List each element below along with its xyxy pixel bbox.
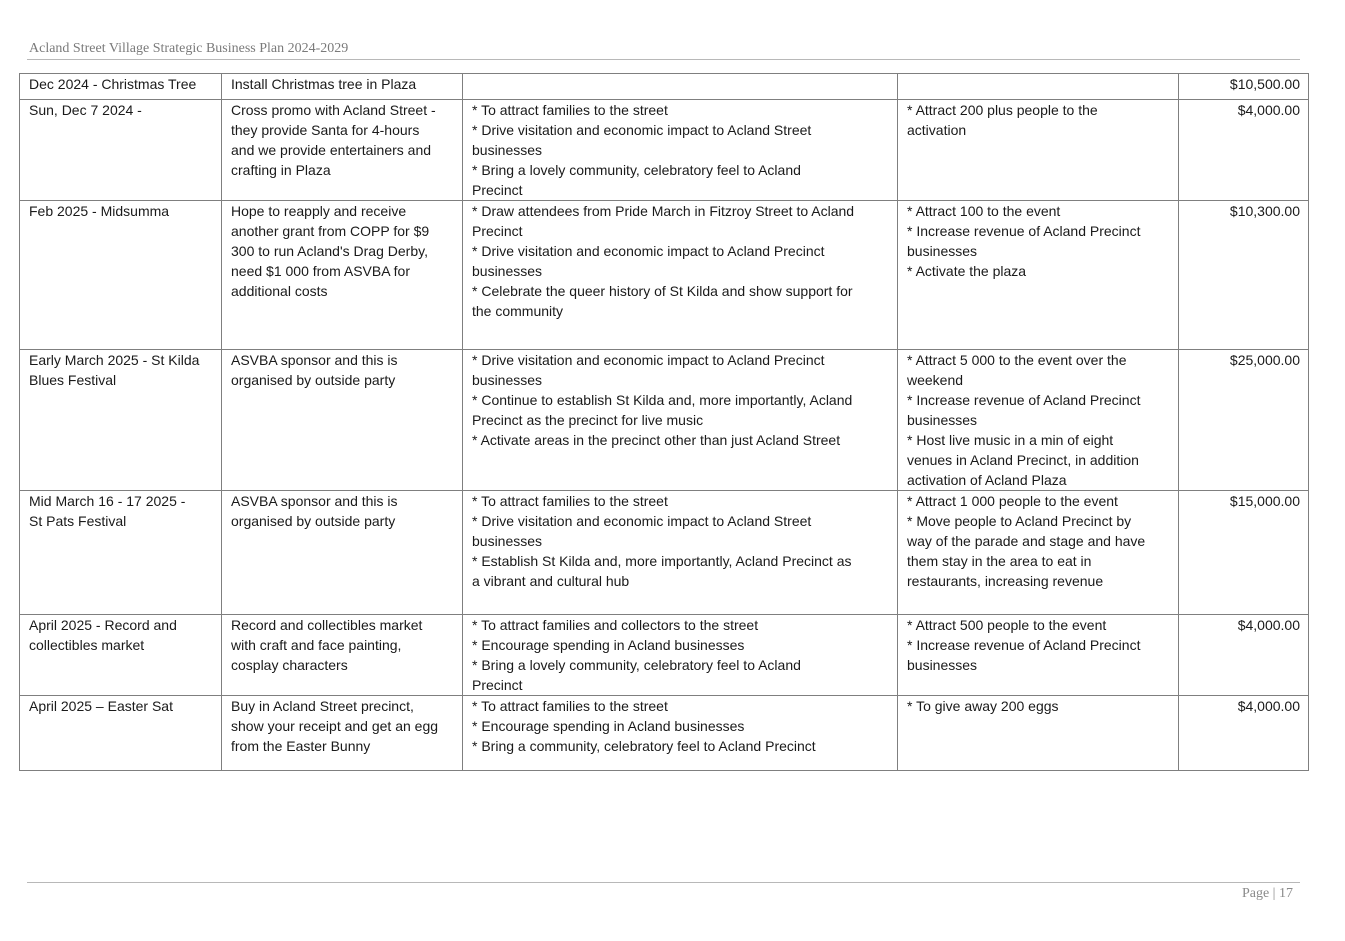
description-text-line: show your receipt and get an egg [231, 718, 439, 734]
objectives-text-line: businesses [472, 372, 543, 388]
table-row [20, 491, 1309, 615]
kpi-text-line: * Increase revenue of Acland Precinct [907, 637, 1141, 653]
budget-amount: $4,000.00 [1237, 102, 1300, 118]
budget-cell [1179, 615, 1309, 696]
budget-cell [1179, 74, 1309, 100]
description-text-line: with craft and face painting, [231, 637, 402, 653]
event-text-line: Feb 2025 - Midsumma [29, 203, 170, 219]
objectives-text-line: * Bring a lovely community, celebratory feel to Acland [472, 657, 801, 673]
budget-amount: $10,300.00 [1229, 203, 1300, 219]
kpi-text-line: * Move people to Acland Precinct by [907, 513, 1132, 529]
objectives-text-line: Precinct [472, 182, 523, 198]
objectives-text-line: * Drive visitation and economic impact to Acland Street [472, 122, 812, 138]
event-text-line: Sun, Dec 7 2024 - [29, 102, 142, 118]
kpi-text-line: * Host live music in a min of eight [907, 432, 1114, 448]
table-row [20, 201, 1309, 350]
event-cell [20, 615, 222, 696]
budget-amount: $10,500.00 [1229, 76, 1300, 92]
objectives-text-line: * Establish St Kilda and, more importantly, Acland Precinct as [472, 553, 852, 569]
kpi-text-line: * To give away 200 eggs [907, 698, 1059, 714]
objectives-text-line: * To attract families to the street [472, 493, 668, 509]
objectives-text-line: * Activate areas in the precinct other than just Acland Street [472, 432, 841, 448]
event-text-line: St Pats Festival [29, 513, 127, 529]
table-row [20, 350, 1309, 491]
page-number: Page | 17 [1241, 886, 1293, 901]
objectives-cell [463, 100, 898, 201]
budget-cell [1179, 491, 1309, 615]
objectives-text-line: * To attract families to the street [472, 698, 668, 714]
header-divider [27, 59, 1300, 60]
kpi-text-line: * Attract 1 000 people to the event [907, 493, 1118, 509]
document-header-title: Acland Street Village Strategic Business Plan 2024-2029 [29, 41, 349, 56]
objectives-cell [463, 491, 898, 615]
description-text-line: additional costs [231, 283, 328, 299]
description-text-line: and we provide entertainers and [231, 142, 432, 158]
kpi-text-line: businesses [907, 412, 978, 428]
objectives-text-line: * Continue to establish St Kilda and, more importantly, Acland [472, 392, 853, 408]
objectives-text-line: * To attract families and collectors to the street [472, 617, 759, 633]
objectives-text-line: Precinct [472, 677, 523, 693]
budget-amount: $15,000.00 [1229, 493, 1300, 509]
objectives-text-line: * Encourage spending in Acland businesses [472, 718, 745, 734]
description-cell [222, 74, 463, 100]
objectives-cell [463, 350, 898, 491]
objectives-text-line: * To attract families to the street [472, 102, 668, 118]
budget-cell [1179, 350, 1309, 491]
description-text-line: need $1 000 from ASVBA for [231, 263, 411, 279]
description-text-line: Record and collectibles market [231, 617, 423, 633]
description-text-line: ASVBA sponsor and this is [231, 493, 398, 509]
description-text-line: Buy in Acland Street precinct, [231, 698, 414, 714]
kpi-text-line: * Attract 500 people to the event [907, 617, 1107, 633]
description-text-line: Hope to reapply and receive [231, 203, 407, 219]
description-text-line: another grant from COPP for $9 [231, 223, 430, 239]
description-text-line: Install Christmas tree in Plaza [231, 76, 417, 92]
description-cell [222, 350, 463, 491]
events-table-body [20, 74, 1309, 771]
budget-amount: $4,000.00 [1237, 617, 1300, 633]
description-text-line: Cross promo with Acland Street - [231, 102, 436, 118]
objectives-text-line: * Bring a lovely community, celebratory feel to Acland [472, 162, 801, 178]
budget-cell [1179, 696, 1309, 771]
table-row [20, 615, 1309, 696]
description-text-line: from the Easter Bunny [231, 738, 371, 754]
event-text-line: Early March 2025 - St Kilda [29, 352, 200, 368]
kpi-cell [898, 201, 1179, 350]
event-cell [20, 100, 222, 201]
kpi-text-line: * Activate the plaza [907, 263, 1027, 279]
kpi-text-line: weekend [907, 372, 964, 388]
event-text-line: April 2025 – Easter Sat [29, 698, 173, 714]
description-cell [222, 696, 463, 771]
events-table [19, 73, 1309, 771]
kpi-cell [898, 100, 1179, 201]
table-row [20, 696, 1309, 771]
description-text-line: cosplay characters [231, 657, 348, 673]
objectives-text-line: the community [472, 303, 564, 319]
event-cell [20, 491, 222, 615]
kpi-cell [898, 696, 1179, 771]
budget-cell [1179, 100, 1309, 201]
event-text-line: Mid March 16 - 17 2025 - [29, 493, 186, 509]
objectives-text-line: * Drive visitation and economic impact to Acland Precinct [472, 352, 825, 368]
objectives-text-line: * Draw attendees from Pride March in Fitzroy Street to Acland [472, 203, 855, 219]
objectives-text-line: * Drive visitation and economic impact to Acland Street [472, 513, 812, 529]
description-cell [222, 491, 463, 615]
objectives-text-line: * Drive visitation and economic impact to Acland Precinct [472, 243, 825, 259]
kpi-text-line: activation [907, 122, 967, 138]
kpi-text-line: way of the parade and stage and have [907, 533, 1146, 549]
table-row [20, 74, 1309, 100]
kpi-text-line: businesses [907, 243, 978, 259]
kpi-cell [898, 615, 1179, 696]
objectives-text-line: businesses [472, 263, 543, 279]
description-cell [222, 615, 463, 696]
description-text-line: 300 to run Acland's Drag Derby, [231, 243, 428, 259]
event-cell [20, 74, 222, 100]
objectives-text-line: businesses [472, 533, 543, 549]
kpi-text-line: * Attract 200 plus people to the [907, 102, 1098, 118]
event-cell [20, 350, 222, 491]
kpi-text-line: * Increase revenue of Acland Precinct [907, 392, 1141, 408]
kpi-text-line: venues in Acland Precinct, in addition [907, 452, 1139, 468]
kpi-cell [898, 350, 1179, 491]
objectives-cell [463, 696, 898, 771]
kpi-cell [898, 491, 1179, 615]
budget-amount: $25,000.00 [1229, 352, 1300, 368]
objectives-text-line: * Encourage spending in Acland businesses [472, 637, 745, 653]
description-text-line: they provide Santa for 4-hours [231, 122, 420, 138]
description-text-line: ASVBA sponsor and this is [231, 352, 398, 368]
footer-divider [27, 882, 1300, 883]
objectives-text-line: * Celebrate the queer history of St Kilda and show support for [472, 283, 853, 299]
objectives-cell [463, 615, 898, 696]
objectives-text-line: Precinct [472, 223, 523, 239]
kpi-text-line: businesses [907, 657, 978, 673]
budget-cell [1179, 201, 1309, 350]
description-cell [222, 201, 463, 350]
objectives-text-line: businesses [472, 142, 543, 158]
event-text-line: April 2025 - Record and [29, 617, 177, 633]
description-text-line: crafting in Plaza [231, 162, 331, 178]
objectives-text-line: * Bring a community, celebratory feel to Acland Precinct [472, 738, 816, 754]
kpi-text-line: them stay in the area to eat in [907, 553, 1092, 569]
kpi-cell [898, 74, 1179, 100]
objectives-text-line: a vibrant and cultural hub [472, 573, 630, 589]
kpi-text-line: * Increase revenue of Acland Precinct [907, 223, 1141, 239]
kpi-text-line: * Attract 100 to the event [907, 203, 1061, 219]
event-text-line: Dec 2024 - Christmas Tree [29, 76, 197, 92]
kpi-text-line: * Attract 5 000 to the event over the [907, 352, 1127, 368]
objectives-cell [463, 201, 898, 350]
event-text-line: Blues Festival [29, 372, 117, 388]
kpi-text-line: activation of Acland Plaza [907, 472, 1067, 488]
event-text-line: collectibles market [29, 637, 145, 653]
description-text-line: organised by outside party [231, 372, 396, 388]
event-cell [20, 696, 222, 771]
objectives-cell [463, 74, 898, 100]
description-cell [222, 100, 463, 201]
table-row [20, 100, 1309, 201]
event-cell [20, 201, 222, 350]
description-text-line: organised by outside party [231, 513, 396, 529]
objectives-text-line: Precinct as the precinct for live music [472, 412, 704, 428]
kpi-text-line: restaurants, increasing revenue [907, 573, 1104, 589]
budget-amount: $4,000.00 [1237, 698, 1300, 714]
